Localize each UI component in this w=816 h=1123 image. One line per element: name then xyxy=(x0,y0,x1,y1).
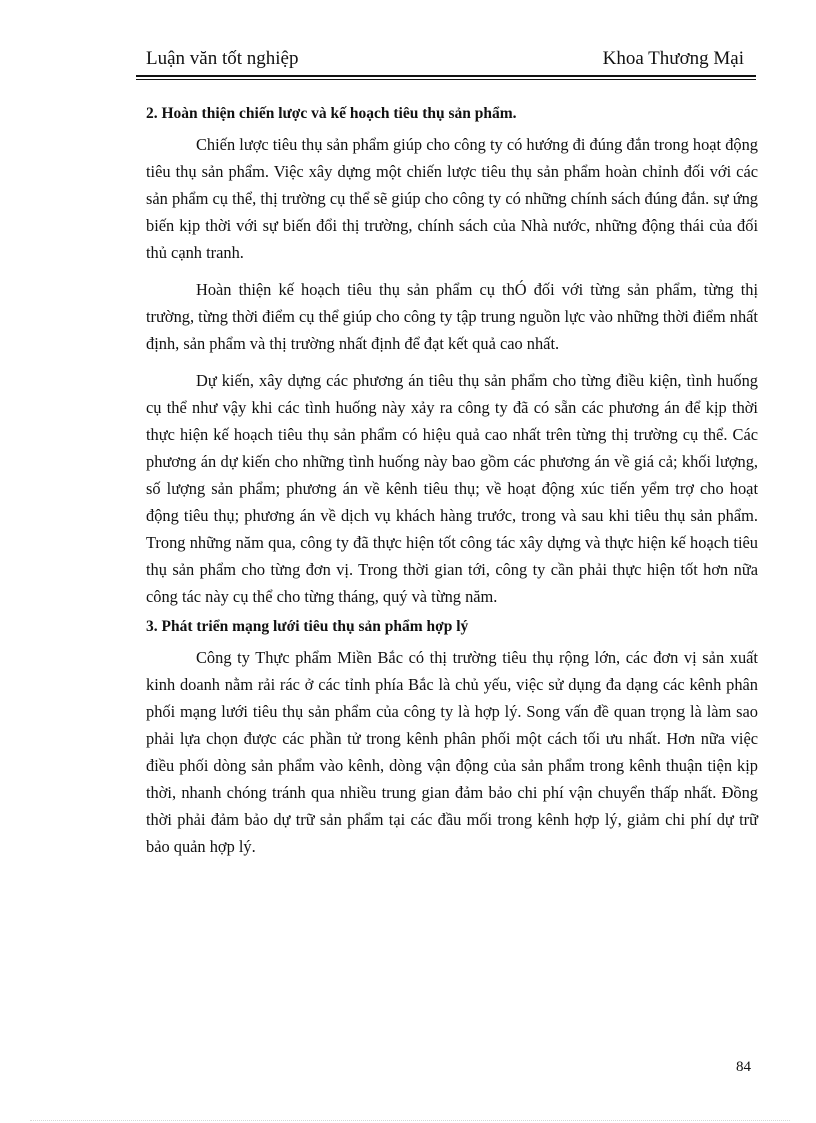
header-rule-thin xyxy=(136,79,756,80)
section-heading-3: 3. Phát triển mạng lưới tiêu thụ sản phẩm hợp lý xyxy=(146,618,469,635)
paragraph: Công ty Thực phẩm Miền Bắc có thị trường tiêu thụ rộng lớn, các đơn vị sản xuất kinh doanh nằm rải rác ở các tỉnh phía Bắc là chủ yếu, việc sử dụng đa dạng các kênh phân phối mạng lưới tiêu thụ sản phẩm của công ty là hợp lý. Song vấn đề quan trọng là làm sao phải lựa chọn được các phần tử trong kênh phân phối một cách tối ưu nhất. Hơn nữa việc điều phối dòng sản phẩm vào kênh, dòng vận động của sản phẩm trong kênh thuận tiện kịp thời, nhanh chóng tránh qua nhiều trung gian đảm bảo chi phí vận chuyển thấp nhất. Đồng thời phải đảm bảo dự trữ sản phẩm tại các đầu mối trong kênh hợp lý, giảm chi phí dự trữ bảo quản hợp lý. xyxy=(146,648,758,856)
page-header xyxy=(136,48,756,74)
paragraph: Hoàn thiện kế hoạch tiêu thụ sản phẩm cụ thÓ đối với từng sản phẩm, từng thị trường, từng thời điểm cụ thể giúp cho công ty tập trung nguồn lực vào những thời điểm nhất định, sản phẩm và thị trường nhất định để đạt kết quả cao nhất. xyxy=(146,280,758,353)
paragraph: Dự kiến, xây dựng các phương án tiêu thụ sản phẩm cho từng điều kiện, tình huống cụ thể như vậy khi các tình huống này xảy ra công ty đã có sẵn các phương án để kịp thời thực hiện kế hoạch tiêu thụ sản phẩm có hiệu quả cao nhất trên từng thị trường cụ thể. Các phương án dự kiến cho những tình huống này bao gồm các phương án về giá cả; khối lượng, số lượng sản phẩm; phương án về kênh tiêu thụ; về hoạt động xúc tiến yểm trợ cho hoạt động tiêu thụ; phương án về dịch vụ khách hàng trước, trong và sau khi tiêu thụ sản phẩm. Trong những năm qua, công ty đã thực hiện tốt công tác xây dựng và thực hiện kế hoạch tiêu thụ sản phẩm cho từng đơn vị. Trong thời gian tới, công ty cần phải thực hiện tốt hơn nữa công tác này cụ thể cho từng tháng, quý và từng năm. xyxy=(146,371,758,606)
page-bottom-divider xyxy=(30,1120,790,1121)
header-thesis-label: Luận văn tốt nghiệp xyxy=(146,48,299,69)
paragraph: Chiến lược tiêu thụ sản phẩm giúp cho công ty có hướng đi đúng đắn trong hoạt động tiêu thụ sản phẩm. Việc xây dựng một chiến lược tiêu thụ sản phẩm hoàn chỉnh đối với các sản phẩm cụ thể, thị trường cụ thể sẽ giúp cho công ty có những chính sách đúng đắn. sự ứng biến kịp thời với sự biến đổi thị trường, chính sách của Nhà nước, những động thái của đối thủ cạnh tranh. xyxy=(146,135,758,262)
section-heading-2: 2. Hoàn thiện chiến lược và kế hoạch tiêu thụ sản phẩm. xyxy=(146,105,517,122)
page-number: 84 xyxy=(736,1059,751,1075)
header-faculty-label: Khoa Thương Mại xyxy=(602,48,744,69)
header-rule-thick xyxy=(136,75,756,77)
document-body xyxy=(146,101,758,870)
